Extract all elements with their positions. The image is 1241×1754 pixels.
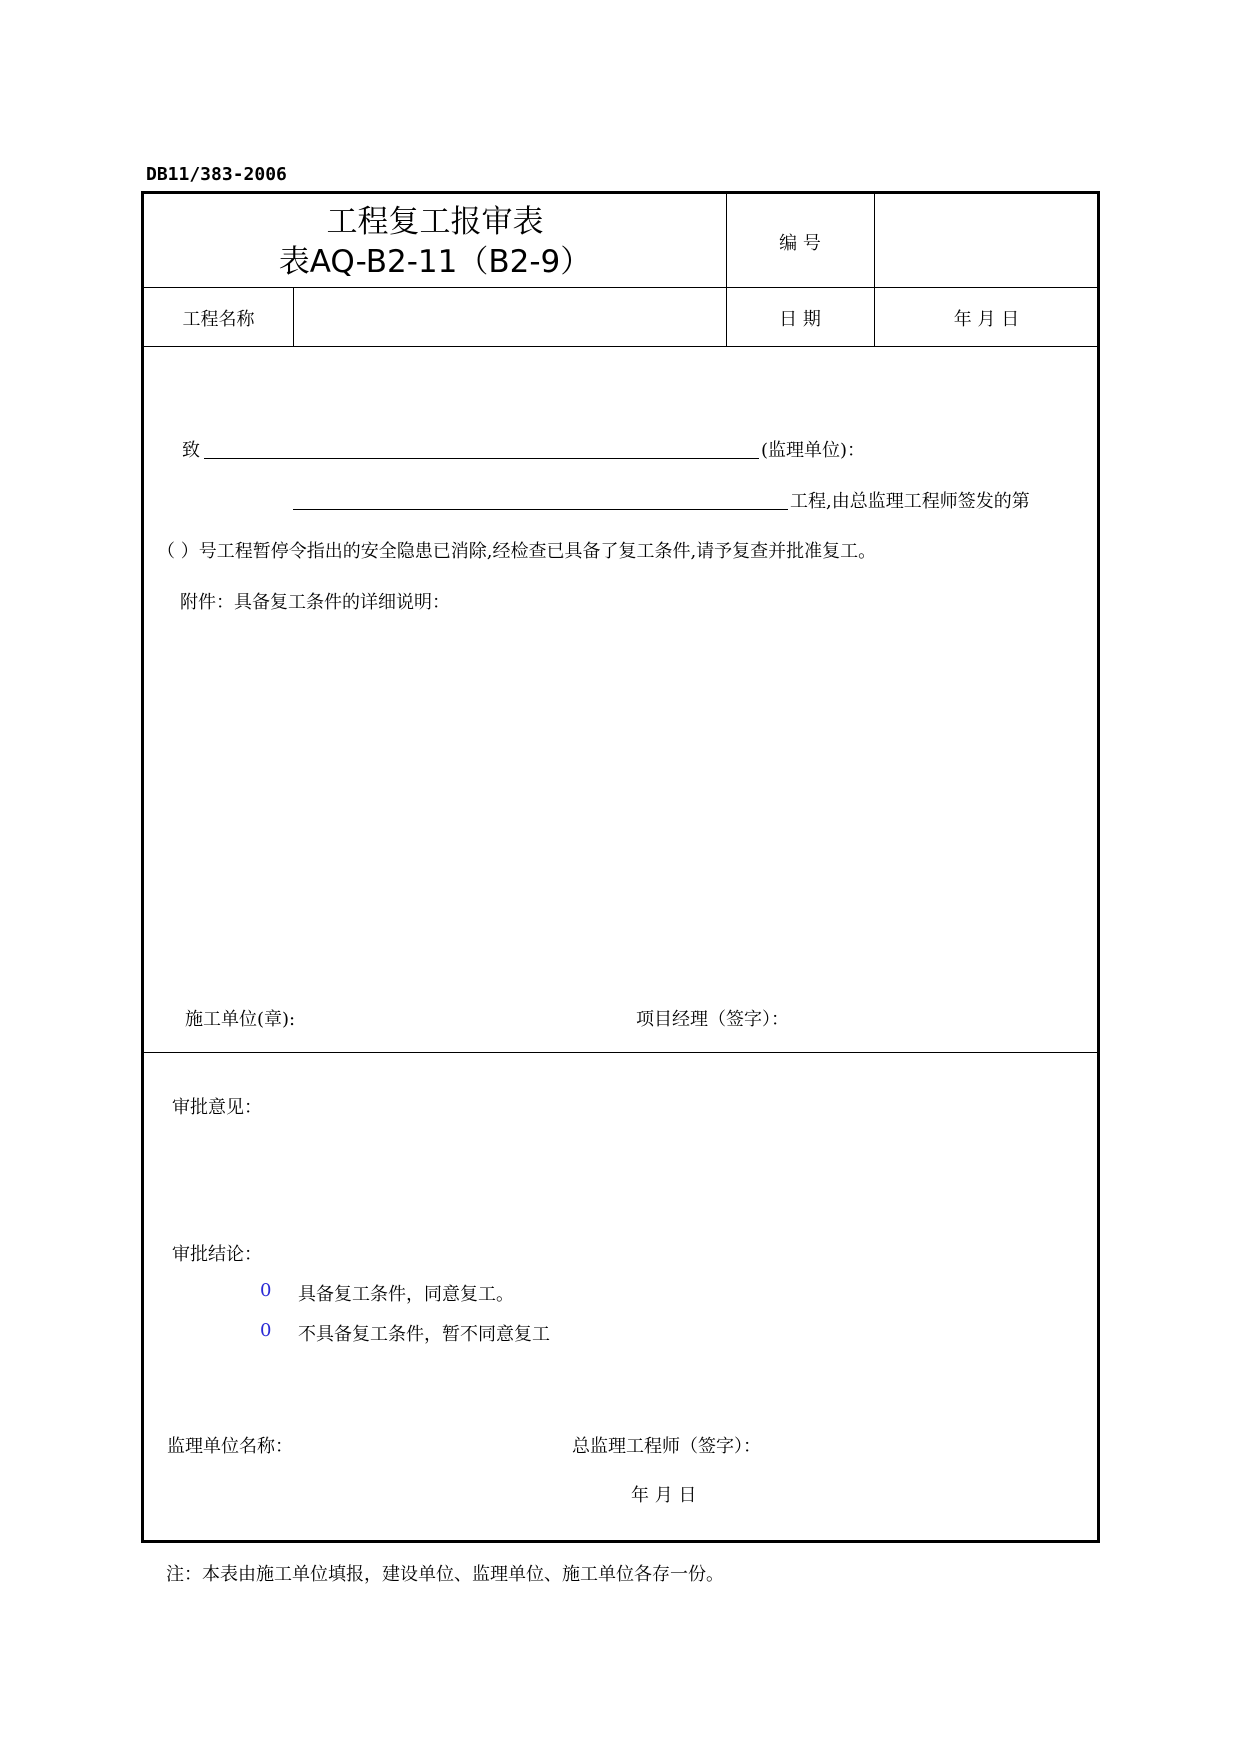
project-manager-signature-label: 项目经理（签字）： xyxy=(636,1009,789,1030)
approval-conclusion-label: 审批结论： xyxy=(172,1244,262,1265)
stop-order-line: （ ）号工程暂停令指出的安全隐患已消除,经检查已具备了复工条件,请予复查并批准复工。 xyxy=(157,541,877,562)
supervisor-unit-blank[interactable] xyxy=(204,458,759,459)
date-label: 日 期 xyxy=(779,309,821,330)
project-name-field[interactable] xyxy=(294,288,726,346)
to-prefix: 致 xyxy=(182,440,200,461)
option-approve-text: 具备复工条件，同意复工。 xyxy=(298,1284,514,1305)
form-table xyxy=(141,191,1100,1543)
row-divider xyxy=(144,346,1097,347)
number-label: 编 号 xyxy=(779,233,821,254)
project-blank[interactable] xyxy=(293,509,788,510)
option-approve-marker[interactable]: 0 xyxy=(260,1280,272,1301)
contractor-seal-label: 施工单位(章): xyxy=(185,1009,296,1030)
chief-engineer-signature-label: 总监理工程师（签字）： xyxy=(572,1436,761,1457)
date-value: 年 月 日 xyxy=(953,309,1020,330)
number-field[interactable] xyxy=(875,194,1099,287)
footnote: 注：本表由施工单位填报，建设单位、监理单位、施工单位各存一份。 xyxy=(166,1564,724,1585)
to-suffix: (监理单位)： xyxy=(761,440,866,461)
form-title: 工程复工报审表 xyxy=(326,204,544,240)
approval-opinion-label: 审批意见： xyxy=(172,1097,262,1118)
supervisor-unit-name-label: 监理单位名称： xyxy=(167,1436,293,1457)
approval-date: 年 月 日 xyxy=(631,1485,697,1506)
line2-suffix: 工程,由总监理工程师签发的第 xyxy=(790,491,1030,512)
option-reject-text: 不具备复工条件，暂不同意复工 xyxy=(298,1324,550,1345)
option-reject-marker[interactable]: 0 xyxy=(260,1320,272,1341)
attachment-label: 附件：具备复工条件的详细说明： xyxy=(180,592,450,613)
row-divider xyxy=(144,1052,1097,1053)
standard-code: DB11/383-2006 xyxy=(146,164,287,185)
project-name-label: 工程名称 xyxy=(182,309,255,330)
form-title-block xyxy=(144,202,726,282)
form-subtitle: 表AQ-B2-11（B2-9） xyxy=(278,244,592,280)
